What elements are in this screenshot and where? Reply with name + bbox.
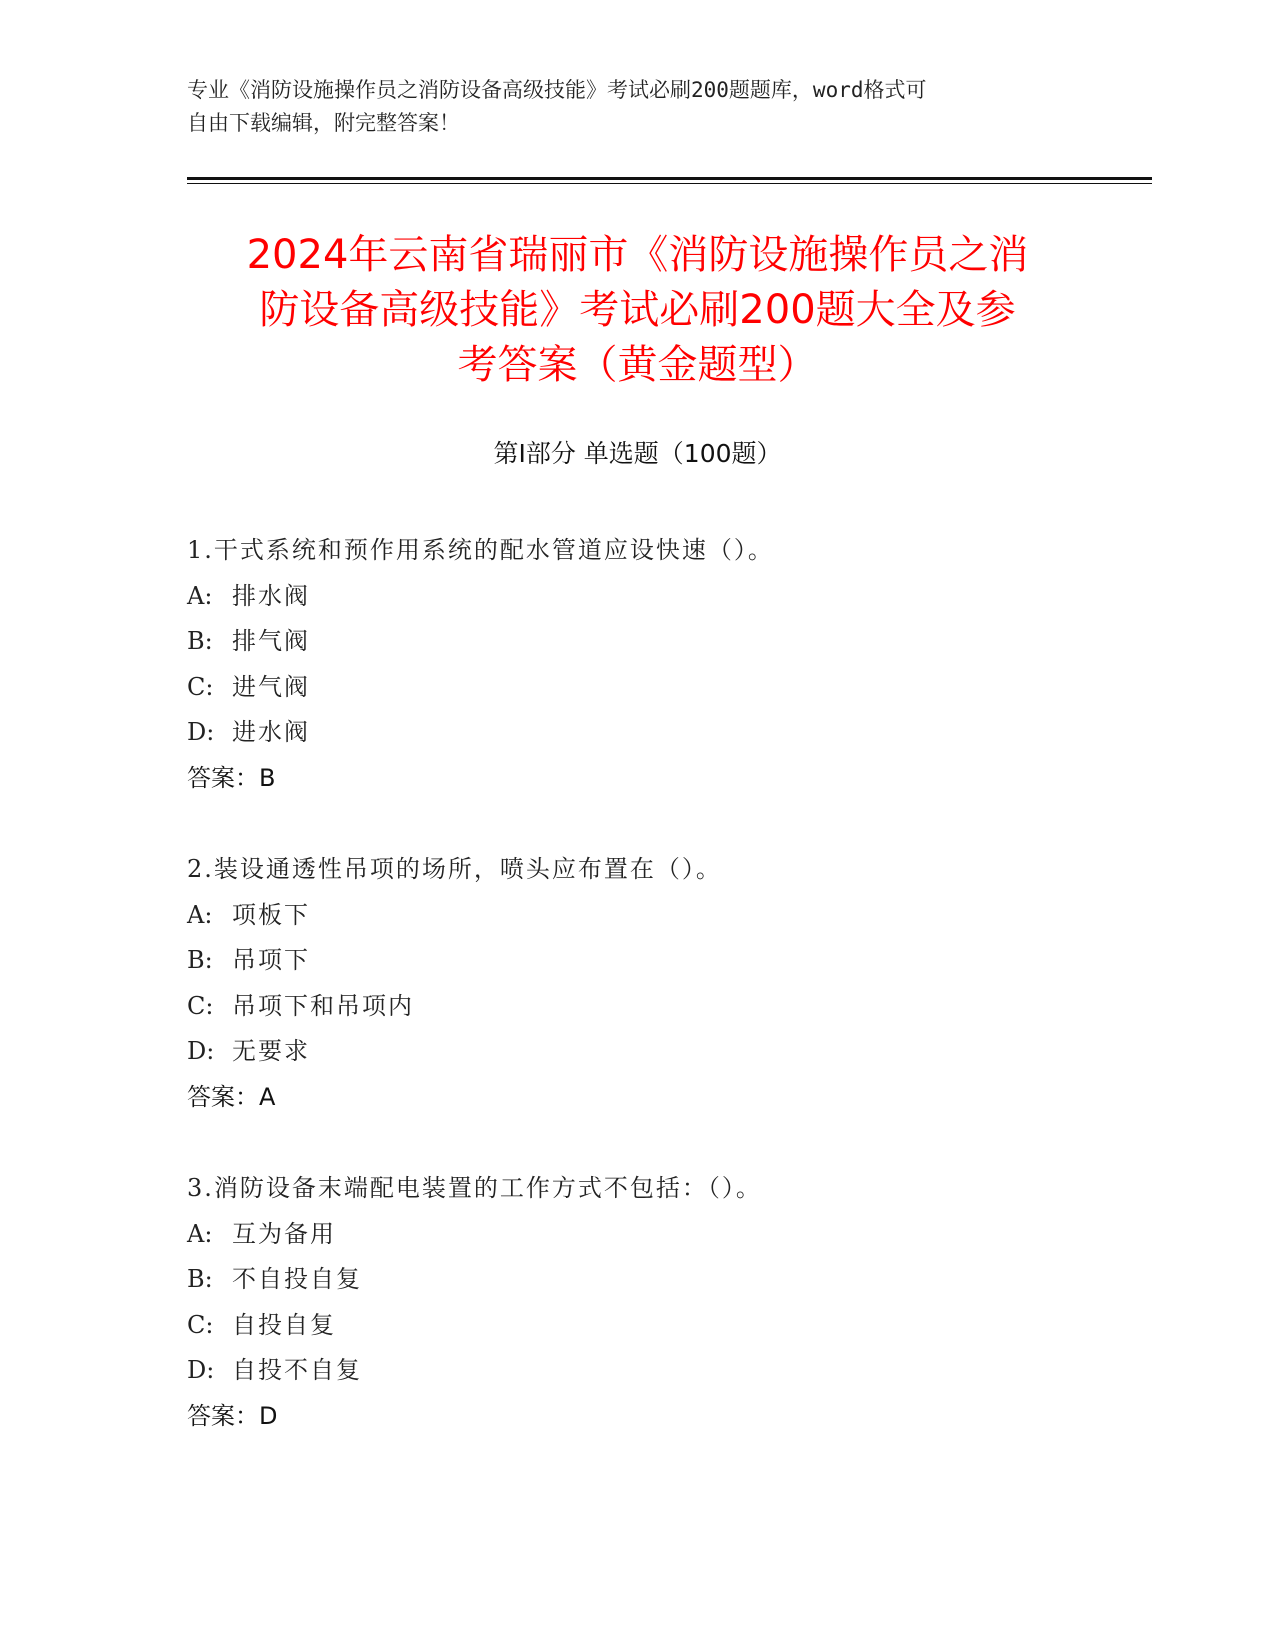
option-letter: C: [187, 1310, 214, 1339]
answer-line: 答案：B [187, 763, 276, 792]
option-a [187, 1212, 1087, 1258]
option-text: 进水阀 [232, 718, 310, 746]
option-text: 吊项下 [232, 946, 310, 974]
option-text: 自投不自复 [232, 1356, 362, 1384]
answer-line: 答案：A [187, 1082, 276, 1111]
option-text: 自投自复 [232, 1310, 336, 1339]
option-c [187, 665, 1087, 711]
option-a [187, 574, 1087, 620]
option-letter: A: [187, 900, 213, 929]
option-text: 互为备用 [232, 1219, 336, 1248]
option-b [187, 1257, 1087, 1303]
option-letter: B: [187, 627, 213, 655]
question-3 [187, 1166, 1087, 1439]
document-title [160, 228, 1115, 393]
option-text: 排水阀 [232, 581, 310, 610]
option-text: 进气阀 [232, 672, 310, 701]
answer-line: 答案：D [187, 1401, 278, 1430]
option-c [187, 984, 1087, 1030]
option-letter: B: [187, 1265, 213, 1293]
title-line-3: 考答案（黄金题型） [457, 342, 818, 388]
option-letter: C: [187, 991, 214, 1020]
header-divider-thick [187, 177, 1152, 180]
question-stem: 3.消防设备末端配电装置的工作方式不包括：（）。 [187, 1174, 762, 1202]
option-letter: A: [187, 1219, 213, 1248]
header-note-line-2: 自由下载编辑，附完整答案！ [187, 111, 460, 135]
question-stem: 1.干式系统和预作用系统的配水管道应设快速（）。 [187, 536, 774, 564]
header-note [187, 74, 1077, 140]
option-c [187, 1303, 1087, 1349]
option-b [187, 619, 1087, 665]
question-2 [187, 847, 1087, 1120]
option-text: 不自投自复 [232, 1265, 362, 1293]
header-note-line-1: 专业《消防设施操作员之消防设备高级技能》考试必刷200题题库，word格式可 [187, 78, 927, 102]
option-d [187, 710, 1087, 756]
option-d [187, 1029, 1087, 1075]
option-letter: D: [187, 1037, 215, 1065]
option-letter: A: [187, 581, 213, 610]
question-stem: 2.装设通透性吊项的场所，喷头应布置在（）。 [187, 855, 722, 883]
option-text: 无要求 [232, 1037, 310, 1065]
option-letter: D: [187, 1356, 215, 1384]
option-letter: C: [187, 672, 214, 701]
option-letter: B: [187, 946, 213, 974]
question-list [187, 528, 1087, 1485]
option-text: 吊项下和吊项内 [232, 991, 414, 1020]
question-1 [187, 528, 1087, 801]
header-divider-thin [187, 183, 1152, 184]
option-b [187, 938, 1087, 984]
section-title: 第Ⅰ部分 单选题（100题） [493, 439, 782, 468]
option-letter: D: [187, 718, 215, 746]
title-line-1: 2024年云南省瑞丽市《消防设施操作员之消 [246, 232, 1029, 278]
title-line-2: 防设备高级技能》考试必刷200题大全及参 [259, 287, 1016, 333]
option-text: 排气阀 [232, 627, 310, 655]
option-a [187, 893, 1087, 939]
option-d [187, 1348, 1087, 1394]
option-text: 项板下 [232, 900, 310, 929]
